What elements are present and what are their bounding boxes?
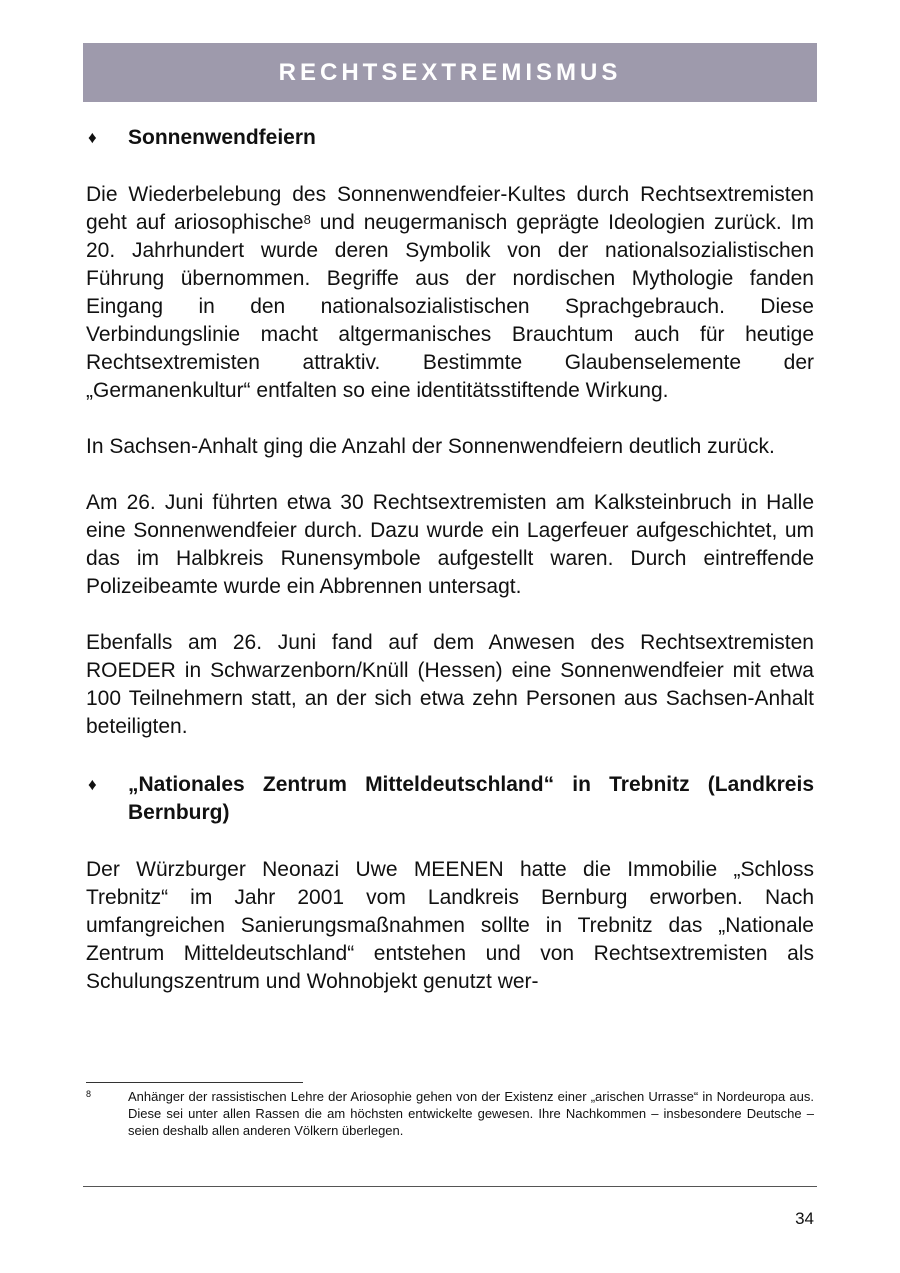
paragraph-text: Die Wiederbelebung des Sonnenwendfeier-Kultes durch Rechtsextremisten geht auf ariosophische (86, 183, 814, 234)
paragraph: In Sachsen-Anhalt ging die Anzahl der Sonnenwendfeiern deutlich zurück. (86, 435, 775, 458)
paragraph-text: und neugermanisch geprägte Ideologien zurück. Im 20. Jahrhundert wurde deren Symbolik von der nationalsozialistischen Führung übernommen. Begriffe aus der nordischen Mythologie fanden Eingang in den nationalsozialistischen Sprachgebrauch. Diese Verbindungslinie macht altgermanisches Brauchtum auch für heutige Rechtsextremisten attraktiv. Bestimmte Glaubenselemente der „Germanenkultur“ entfalten so eine identitätsstiftende Wirkung. (86, 211, 815, 402)
page-content (86, 122, 814, 996)
footnote-reference: 8 (303, 212, 311, 227)
diamond-bullet-icon: ♦ (88, 775, 97, 794)
diamond-bullet-icon: ♦ (88, 128, 97, 147)
footer-divider (83, 1186, 817, 1187)
paragraph (86, 181, 814, 405)
section-heading-text: Sonnenwendfeiern (128, 126, 316, 149)
paragraph: Am 26. Juni führten etwa 30 Rechtsextremisten am Kalksteinbruch in Halle eine Sonnenwendfeier durch. Dazu wurde ein Lagerfeuer aufgeschichtet, um das im Halbkreis Runensymbole aufgestellt waren. Durch eintreffende Polizeibeamte wurde ein Abbrennen untersagt. (86, 491, 814, 598)
page-number: 34 (795, 1209, 814, 1228)
footnote-number: 8 (86, 1089, 92, 1099)
section-heading-text: „Nationales Zentrum Mitteldeutschland“ in Trebnitz (Landkreis Bernburg) (128, 773, 814, 824)
footnote-separator (86, 1082, 303, 1083)
section-header-bar (83, 43, 817, 102)
section-heading-nationales-zentrum (86, 771, 814, 827)
footnote-text: Anhänger der rassistischen Lehre der Ariosophie gehen von der Existenz einer „arischen Urrasse“ in Nordeuropa aus. Diese sei unter allen Rassen die am höchsten entwickelte gewesen. Ihre Nachkommen – insbesondere Deutsche – seien deshalb allen anderen Völkern überlegen. (128, 1089, 814, 1138)
footnote (86, 1088, 814, 1139)
section-header-title: RECHTSEXTREMISMUS (278, 58, 622, 86)
paragraph: Ebenfalls am 26. Juni fand auf dem Anwesen des Rechtsextremisten ROEDER in Schwarzenborn/Knüll (Hessen) eine Sonnenwendfeier mit etwa 100 Teilnehmern statt, an der sich etwa zehn Personen aus Sachsen-Anhalt beteiligten. (86, 631, 814, 738)
paragraph: Der Würzburger Neonazi Uwe MEENEN hatte die Immobilie „Schloss Trebnitz“ im Jahr 2001 vom Landkreis Bernburg erworben. Nach umfangreichen Sanierungsmaßnahmen sollte in Trebnitz das „Nationale Zentrum Mitteldeutschland“ entstehen und von Rechtsextremisten als Schulungszentrum und Wohnobjekt genutzt wer- (86, 858, 814, 993)
section-heading-sonnenwendfeiern (86, 124, 814, 152)
